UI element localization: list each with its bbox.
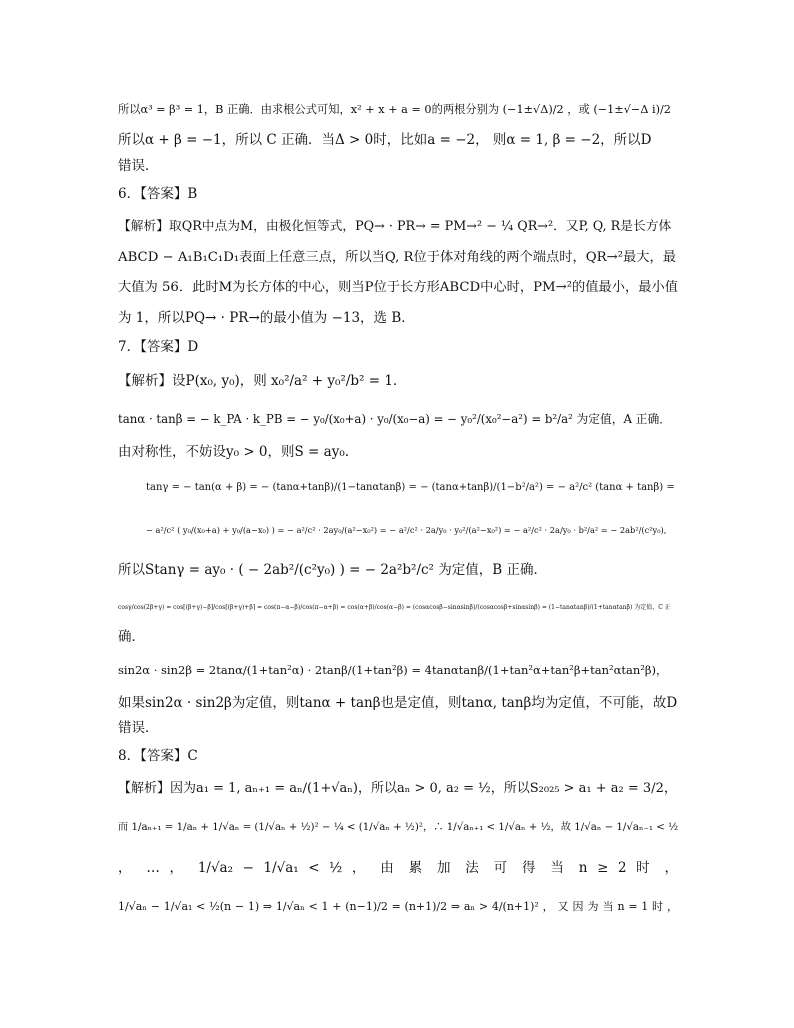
text-line-1: 所以α³ = β³ = 1，B 正确．由求根公式可知，x² + x + a = 0的两根分别为 (−1±√Δ)/2 ，或 (−1±√−Δ i)/2 (118, 103, 671, 116)
text-line-25: 1/√aₙ − 1/√a₁ < ½(n − 1) ⇒ 1/√aₙ < 1 + (n−1)/2 = (n+1)/2 ⇒ aₙ > 4/(n+1)² ， 又 因 为 当 n = 1 时 ， (118, 900, 678, 913)
text-line-16: cosγ/cos(2β+γ) = cos[(β+γ)−β]/cos[(β+γ)+β] = cos(π−α−β)/cos(π−α+β) = cos(α+β)/cos(α−β) = (cosαcosβ−sinαsinβ)/(cosαcosβ+sinαsinβ) = (1−tanαtanβ)/(1+tanαtanβ) 为定值，C 正 (118, 604, 671, 611)
answer-8-heading: 8．【答案】C (118, 748, 198, 764)
text-line-20: 错误． (118, 720, 159, 736)
text-line-22: 【解析】因为a₁ = 1, aₙ₊₁ = aₙ/(1+√aₙ)，所以aₙ > 0, a₂ = ½，所以S₂₀₂₅ > a₁ + a₂ = 3/2， (118, 781, 677, 796)
text-line-23: 而 1/aₙ₊₁ = 1/aₙ + 1/√aₙ = (1/√aₙ + ½)² − ¼ < (1/√aₙ + ½)²，∴ 1/√aₙ₊₁ < 1/√aₙ + ½，故 1/√aₙ − 1/√aₙ₋₁ < ½ (118, 821, 678, 833)
equation-line-14: − a²/c² ( y₀/(x₀+a) + y₀/(a−x₀) ) = − a²/c² · 2ay₀/(a²−x₀²) = − a²/c² · 2a/y₀ · y₀²/(a²−x₀²) = − a²/c² · 2a/y₀ · b²/a² = − 2ab²/(c²y₀), (146, 525, 667, 535)
text-line-6: ABCD − A₁B₁C₁D₁表面上任意三点，所以当Q, R位于体对角线的两个端点时，QR→²最大，最 (118, 250, 677, 265)
answer-7-heading: 7．【答案】D (118, 339, 199, 355)
text-line-12: 由对称性，不妨设y₀ > 0，则S = ay₀. (118, 444, 350, 460)
text-line-3: 错误． (118, 158, 159, 174)
text-line-24: ， … ， 1/√a₂ − 1/√a₁ < ½ ， 由 累 加 法 可 得 当 n ≥ 2 时 ， (118, 860, 678, 876)
text-line-15: 所以Stanγ = ay₀ · ( − 2ab²/(c²y₀) ) = − 2a²b²/c² 为定值，B 正确． (118, 562, 547, 578)
text-line-17: 确． (118, 629, 145, 645)
text-line-18: sin2α · sin2β = 2tanα/(1+tan²α) · 2tanβ/(1+tan²β) = 4tanαtanβ/(1+tan²α+tan²β+tan²αtan²β)， (118, 663, 668, 677)
text-line-19: 如果sin2α · sin2β为定值，则tanα + tanβ也是定值，则tanα, tanβ均为定值，不可能，故D (118, 695, 678, 711)
text-line-10: 【解析】设P(x₀, y₀)，则 x₀²/a² + y₀²/b² = 1． (118, 373, 407, 389)
text-line-7: 大值为 56．此时M为长方体的中心，则当P位于长方形ABCD中心时，PM→²的值最小，最小值 (118, 280, 678, 295)
text-line-8: 为 1，所以PQ→ · PR→的最小值为 −13，选 B． (118, 310, 415, 326)
equation-line-13: tanγ = − tan(α + β) = − (tanα+tanβ)/(1−tanαtanβ) = − (tanα+tanβ)/(1−b²/a²) = − a²/c² (tanα + tanβ) = (146, 482, 675, 493)
text-line-11: tanα · tanβ = − k_PA · k_PB = − y₀/(x₀+a) · y₀/(x₀−a) = − y₀²/(x₀²−a²) = b²/a² 为定值，A 正确． (118, 412, 672, 426)
text-line-2: 所以α + β = −1，所以 C 正确．当Δ > 0时，比如a = −2， 则α = 1, β = −2，所以D (118, 132, 652, 148)
text-line-5: 【解析】取QR中点为M，由极化恒等式，PQ→ · PR→ = PM→² − ¼ QR→²．又P, Q, R是长方体 (118, 219, 672, 234)
answer-6-heading: 6．【答案】B (118, 186, 198, 202)
